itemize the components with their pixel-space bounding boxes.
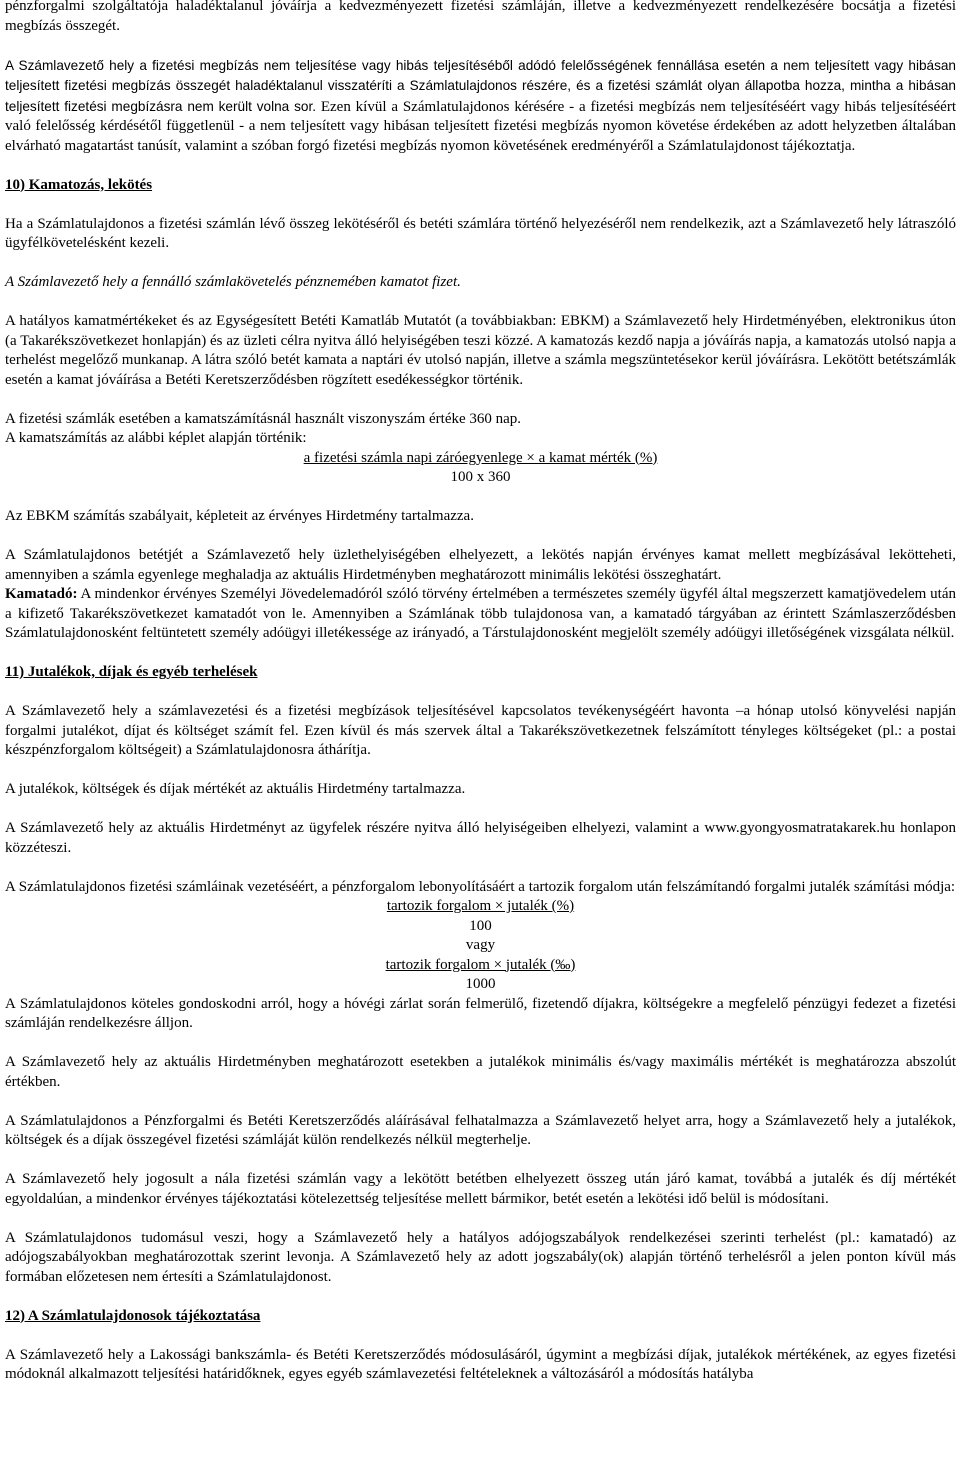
formula-commission-percent-denominator: 100 — [469, 917, 492, 934]
paragraph-continuation: pénzforgalmi szolgáltatója haladéktalanul jóváírja a kedvezményezett fizetési számláján, illetve a kedvezményezett rendelkezésére bocsátja a fizetési megbízás összegét. — [5, 0, 956, 34]
formula-interest-numerator: a fizetési számla napi záróegyenlege × a kamat mérték (%) — [303, 449, 658, 466]
interest-tax-text: A mindenkor érvényes Személyi Jövedelemadóról szóló törvény értelmében a természetes személy ügyfél által megszerzett kamatjövedelem után a kifizető Takarékszövetkezet kamatadót von le. Amennyiben a Számlának több tulajdonosa van, a kamatadó tárgyában az érintett Számlaszerződésben Számlatulajdonosként feltüntetett személy adóügyi illetékessége az irányadó, a Társtulajdonosként megjelölt személy adóügyi illetőségének vizsgálata nélkül. — [5, 586, 956, 641]
document-page — [5, 0, 956, 1385]
paragraph-coverage: A Számlatulajdonos köteles gondoskodni arról, hogy a hóvégi zárlat során felmerülő, fizetendő díjakra, költségekre a megfelelő pénzügyi fedezet a fizetési számláján rendelkezésre álljon. — [5, 995, 956, 1031]
paragraph-interest-rates: A hatályos kamatmértékeket és az Egységesített Betéti Kamatláb Mutatót (a továbbiakban: EBKM) a Számlavezető hely Hirdetményében, elektronikus úton (a Takarékszövetkezet honlapján) és az üzleti célra nyitva álló helyiségében teszi közzé. A kamatozás kezdő napja a jóváírás napja, a kamatozás utolsó napja a terhelést megelőző munkanap. A látra szóló betét kamata a naptári év utolsó napján, illetve a számla megszüntetésekor kerül jóváírásra. Lekötött betétszámlák esetén a kamat jóváírása a Betéti Keretszerződésben rögzített esedékességkor történik. — [5, 313, 956, 388]
formula-commission-percent-numerator: tartozik forgalom × jutalék (%) — [386, 898, 575, 914]
paragraph-deposit: Ha a Számlatulajdonos a fizetési számlán lévő összeg lekötéséről és betéti számlára történő helyezéséről nem rendelkezik, azt a Számlavezető hely látraszóló ügyfélkövetelésként kezeli. — [5, 215, 956, 251]
formula-or: vagy — [465, 937, 496, 953]
section-heading-10: 10) Kamatozás, lekötés — [5, 176, 153, 193]
paragraph-interest-tax — [5, 585, 956, 644]
section-heading-12: 12) A Számlatulajdonosok tájékoztatása — [5, 1307, 261, 1324]
paragraph-liability — [5, 56, 956, 157]
paragraph-unilateral: A Számlavezető hely jogosult a nála fizetési számlán vagy a lekötött betétben elhelyezett összeg után járó kamat, továbbá a jutalék és díj mértékét egyoldalúan, a mindenkor érvényes tájékoztatási kötelezettség teljesítése mellett bármikor, betét esetén a lekötési idő belül is módosítani. — [5, 1171, 956, 1207]
paragraph-fixed-deposit: A Számlatulajdonos betétjét a Számlavezető hely üzlethelyiségében elhelyezett, a lekötés napján érvényes kamat mellett megbízásával lekötteheti, amennyiben a számla egyenlege meghaladja az aktuális Hirdetményben meghatározott minimális lekötési összeghatárt. — [5, 547, 956, 583]
paragraph-formula-intro: A kamatszámítás az alábbi képlet alapján történik: — [5, 430, 307, 446]
formula-commission-permille-denominator: 1000 — [465, 976, 496, 992]
section-heading-11: 11) Jutalékok, díjak és egyéb terhelések — [5, 664, 258, 680]
formula-interest-denominator: 100 x 360 — [450, 469, 511, 485]
paragraph-day-count: A fizetési számlák esetében a kamatszámításnál használt viszonyszám értéke 360 nap. — [5, 410, 522, 427]
paragraph-ebkm: Az EBKM számítás szabályait, képleteit az érvényes Hirdetmény tartalmazza. — [5, 508, 474, 524]
paragraph-announcement: A Számlavezető hely az aktuális Hirdetményt az ügyfelek részére nyitva álló helyiségeiben elhelyezi, valamint a www.gyongyosmatratakarek.hu honlapon közzéteszi. — [5, 820, 956, 856]
paragraph-information: A Számlavezető hely a Lakossági bankszámla- és Betéti Keretszerződés módosulásáról, úgymint a megbízási díjak, jutalékok mértékének, az egyes fizetési módoknál alkalmazott teljesítési határidőknek, egyes egyéb számlavezetési feltételeknek a változásáról a módosítás hatályba — [5, 1346, 956, 1382]
paragraph-liability-part2: Ezen kívül a Számlatulajdonos kérésére - a fizetési megbízás nem teljesítéséért vagy hibás teljesítéséért való felelősség kérdésétől függetlenül - a nem teljesített vagy hibásan teljesített fizetési megbízás nyomon követése érdekében az adott helyzetben általában elvárható magatartást tanúsít, valamint a szóban forgó fizetési megbízás nyomon követésének eredményéről a Számlatulajdonost tájékoztatja. — [5, 98, 956, 154]
interest-tax-label: Kamatadó: — [5, 586, 78, 602]
paragraph-liability-part1: A Számlavezető hely a fizetési megbízás nem teljesítése vagy hibás teljesítéséből adódó felelősségének fennállása esetén a nem teljesített vagy hibásan teljesített fizetési megbízás összegét haladéktalanul visszatéríti a Számlatulajdonos részére, és a fizetési számlát olyan állapotba hozza, mintha a hibásan teljesített fizetési megbízásra nem került volna sor. — [5, 57, 956, 114]
paragraph-tax-deduction: A Számlatulajdonos tudomásul veszi, hogy a Számlavezető hely a hatályos adójogszabályok rendelkezései szerinti terhelést (pl.: kamatadó) az adójogszabályokban meghatározottak szerint levonja. A Számlavezető hely az adott jogszabály(ok) alapján történő terhelésről a jelen ponton kívül más formában előzetesen nem értesíti a Számlatulajdonost. — [5, 1229, 956, 1285]
paragraph-fees-rates: A jutalékok, költségek és díjak mértékét az aktuális Hirdetmény tartalmazza. — [5, 781, 466, 797]
paragraph-commission: A Számlatulajdonos fizetési számláinak vezetéséért, a pénzforgalom lebonyolításáért a tartozik forgalom után felszámítandó forgalmi jutalék számítási módja: — [5, 878, 956, 895]
paragraph-authorization: A Számlatulajdonos a Pénzforgalmi és Betéti Keretszerződés aláírásával felhatalmazza a Számlavezető helyet arra, hogy a Számlavezető hely a jutalékok, költségek és a díjak összegével fizetési számláját külön rendelkezés nélkül megterhelje. — [5, 1112, 956, 1148]
formula-commission-permille-numerator: tartozik forgalom × jutalék (‰) — [385, 956, 576, 973]
paragraph-fees: A Számlavezető hely a számlavezetési és a fizetési megbízások teljesítésével kapcsolatos tevékenységéért havonta –a hónap utolsó könyvelési napján forgalmi jutalékot, díjat és költséget számít fel. Ezen kívül és más szervek által a Takarékszövetkezetnek felszámított tényleges költségeket (pl.: a postai készpénzforgalom költségeit) a Számlatulajdonosra áthárítja. — [5, 703, 956, 758]
paragraph-interest-currency: A Számlavezető hely a fennálló számlakövetelés pénznemében kamatot fizet. — [5, 274, 461, 290]
paragraph-min-max: A Számlavezető hely az aktuális Hirdetményben meghatározott esetekben a jutalékok minimális és/vagy maximális mértékét is meghatározza abszolút értékben. — [5, 1054, 956, 1090]
